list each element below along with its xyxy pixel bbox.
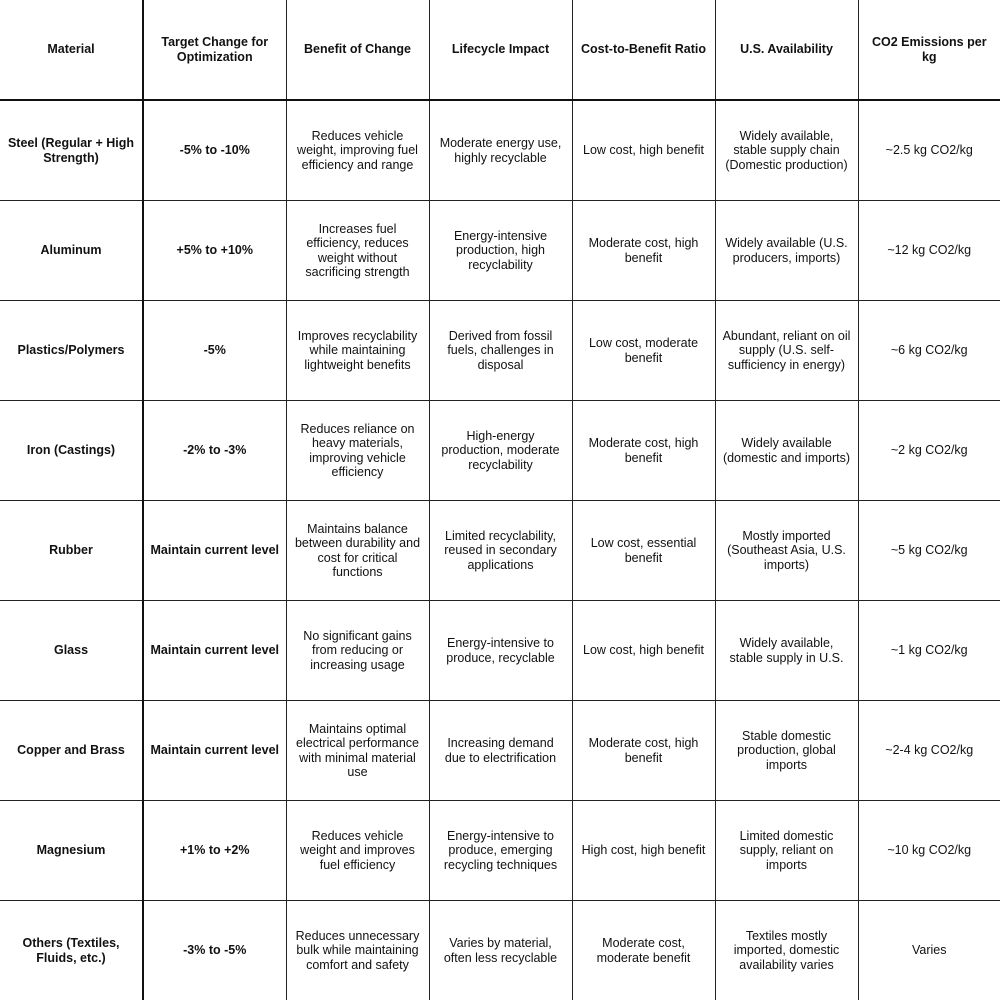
cell-availability: Widely available, stable supply chain (Domestic production): [715, 100, 858, 201]
cell-availability: Stable domestic production, global imports: [715, 701, 858, 801]
cell-target-change: -5% to -10%: [143, 100, 286, 201]
cell-target-change: +5% to +10%: [143, 201, 286, 301]
cell-co2: ~2.5 kg CO2/kg: [858, 100, 1000, 201]
header-co2: CO2 Emissions per kg: [858, 0, 1000, 100]
cell-cost-benefit: Low cost, essential benefit: [572, 501, 715, 601]
cell-target-change: Maintain current level: [143, 701, 286, 801]
cell-target-change: -2% to -3%: [143, 401, 286, 501]
cell-benefit: Increases fuel efficiency, reduces weight without sacrificing strength: [286, 201, 429, 301]
cell-co2: Varies: [858, 901, 1000, 1000]
cell-benefit: Maintains balance between durability and cost for critical functions: [286, 501, 429, 601]
cell-cost-benefit: Low cost, moderate benefit: [572, 301, 715, 401]
cell-material: Aluminum: [0, 201, 143, 301]
cell-target-change: +1% to +2%: [143, 801, 286, 901]
cell-material: Glass: [0, 601, 143, 701]
table-row: [0, 701, 1000, 801]
cell-benefit: Reduces reliance on heavy materials, improving vehicle efficiency: [286, 401, 429, 501]
cell-benefit: Reduces unnecessary bulk while maintaining comfort and safety: [286, 901, 429, 1000]
cell-cost-benefit: Moderate cost, high benefit: [572, 701, 715, 801]
cell-cost-benefit: High cost, high benefit: [572, 801, 715, 901]
table-row: [0, 501, 1000, 601]
cell-target-change: Maintain current level: [143, 501, 286, 601]
cell-lifecycle: Energy-intensive production, high recyclability: [429, 201, 572, 301]
cell-co2: ~2 kg CO2/kg: [858, 401, 1000, 501]
cell-co2: ~1 kg CO2/kg: [858, 601, 1000, 701]
cell-material: Iron (Castings): [0, 401, 143, 501]
table-row: [0, 401, 1000, 501]
cell-lifecycle: Varies by material, often less recyclable: [429, 901, 572, 1000]
cell-benefit: Improves recyclability while maintaining lightweight benefits: [286, 301, 429, 401]
header-availability: U.S. Availability: [715, 0, 858, 100]
cell-cost-benefit: Low cost, high benefit: [572, 100, 715, 201]
cell-material: Rubber: [0, 501, 143, 601]
cell-target-change: Maintain current level: [143, 601, 286, 701]
header-cost-benefit: Cost-to-Benefit Ratio: [572, 0, 715, 100]
cell-benefit: Maintains optimal electrical performance with minimal material use: [286, 701, 429, 801]
cell-benefit: Reduces vehicle weight and improves fuel efficiency: [286, 801, 429, 901]
cell-target-change: -3% to -5%: [143, 901, 286, 1000]
cell-lifecycle: Limited recyclability, reused in secondary applications: [429, 501, 572, 601]
cell-co2: ~6 kg CO2/kg: [858, 301, 1000, 401]
cell-availability: Mostly imported (Southeast Asia, U.S. imports): [715, 501, 858, 601]
header-target-change: Target Change for Optimization: [143, 0, 286, 100]
cell-material: Plastics/Polymers: [0, 301, 143, 401]
cell-availability: Textiles mostly imported, domestic availability varies: [715, 901, 858, 1000]
cell-benefit: No significant gains from reducing or increasing usage: [286, 601, 429, 701]
table-row: [0, 601, 1000, 701]
cell-material: Copper and Brass: [0, 701, 143, 801]
cell-cost-benefit: Low cost, high benefit: [572, 601, 715, 701]
cell-availability: Limited domestic supply, reliant on imports: [715, 801, 858, 901]
table-row: [0, 901, 1000, 1000]
cell-lifecycle: High-energy production, moderate recyclability: [429, 401, 572, 501]
cell-lifecycle: Energy-intensive to produce, emerging recycling techniques: [429, 801, 572, 901]
cell-material: Magnesium: [0, 801, 143, 901]
cell-co2: ~5 kg CO2/kg: [858, 501, 1000, 601]
table-row: [0, 801, 1000, 901]
table-row: [0, 201, 1000, 301]
cell-cost-benefit: Moderate cost, high benefit: [572, 401, 715, 501]
cell-lifecycle: Increasing demand due to electrification: [429, 701, 572, 801]
cell-lifecycle: Energy-intensive to produce, recyclable: [429, 601, 572, 701]
header-lifecycle: Lifecycle Impact: [429, 0, 572, 100]
cell-availability: Widely available, stable supply in U.S.: [715, 601, 858, 701]
header-material: Material: [0, 0, 143, 100]
cell-lifecycle: Derived from fossil fuels, challenges in disposal: [429, 301, 572, 401]
cell-benefit: Reduces vehicle weight, improving fuel efficiency and range: [286, 100, 429, 201]
cell-co2: ~10 kg CO2/kg: [858, 801, 1000, 901]
cell-availability: Widely available (domestic and imports): [715, 401, 858, 501]
cell-cost-benefit: Moderate cost, high benefit: [572, 201, 715, 301]
header-benefit: Benefit of Change: [286, 0, 429, 100]
cell-material: Steel (Regular + High Strength): [0, 100, 143, 201]
cell-availability: Abundant, reliant on oil supply (U.S. self-sufficiency in energy): [715, 301, 858, 401]
cell-material: Others (Textiles, Fluids, etc.): [0, 901, 143, 1000]
cell-target-change: -5%: [143, 301, 286, 401]
header-row: [0, 0, 1000, 100]
cell-co2: ~2-4 kg CO2/kg: [858, 701, 1000, 801]
cell-availability: Widely available (U.S. producers, imports): [715, 201, 858, 301]
table-row: [0, 100, 1000, 201]
table-row: [0, 301, 1000, 401]
cell-co2: ~12 kg CO2/kg: [858, 201, 1000, 301]
cell-lifecycle: Moderate energy use, highly recyclable: [429, 100, 572, 201]
cell-cost-benefit: Moderate cost, moderate benefit: [572, 901, 715, 1000]
